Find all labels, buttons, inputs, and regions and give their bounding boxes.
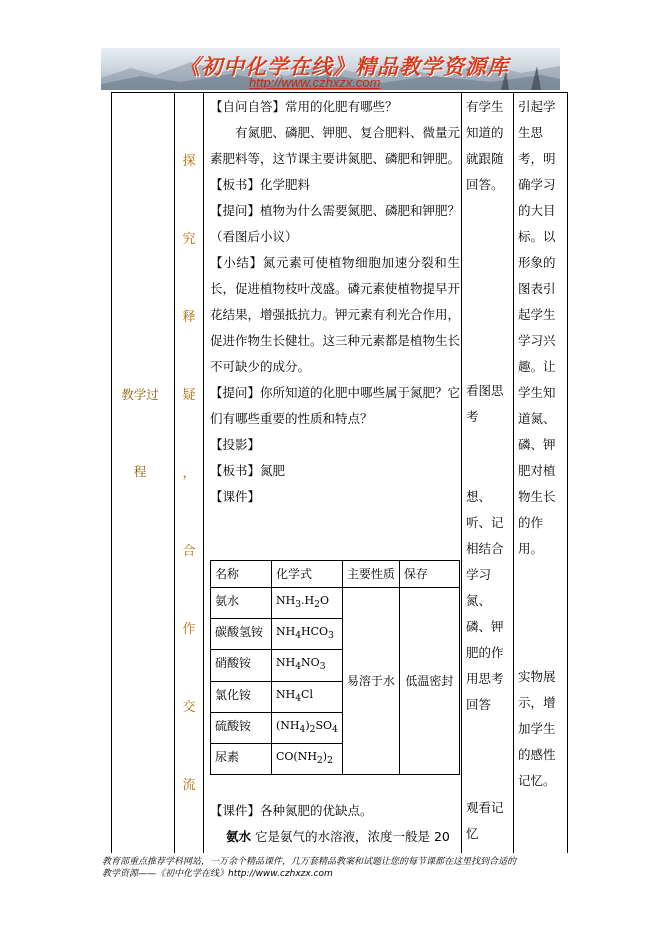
student-activity-2: 看图思考	[466, 383, 504, 424]
table-header-row	[211, 561, 460, 588]
fertilizer-name: 硫酸铵	[211, 712, 272, 743]
student-activity-4: 观看记忆	[466, 800, 504, 841]
stage-column	[177, 150, 201, 852]
fertilizer-formula: $NH_4HCO_3$	[272, 619, 343, 650]
stage-char: 作	[182, 622, 196, 637]
row-label-line2: 程	[133, 464, 147, 479]
fertilizer-table	[210, 560, 460, 775]
fertilizer-name: 氨水	[211, 588, 272, 619]
stage-char: 交	[182, 700, 196, 715]
stage-char: 合	[182, 544, 196, 559]
student-activity-3: 想、听、记相结合学习氮、磷、钾肥的作用思考回答	[466, 489, 504, 712]
fertilizer-name: 碳酸氢铵	[211, 619, 272, 650]
stage-char: 流	[182, 778, 196, 793]
ammonia-water-desc: 它是氨气的水溶液，浓度一般是 20	[251, 829, 450, 844]
content-board-note: 【板书】化学肥料	[210, 177, 311, 192]
content-board-note-2: 【板书】氮肥	[210, 463, 286, 478]
content-courseware-2: 【课件】各种氮肥的优缺点。	[210, 803, 373, 818]
banner-title: 《初中化学在线》精品教学资源库	[179, 54, 509, 79]
ammonia-water-term: 氨水	[226, 829, 252, 844]
fertilizer-name: 氯化铵	[211, 681, 272, 712]
fertilizer-formula: $CO(NH_2)_2$	[272, 743, 343, 774]
fertilizer-formula: $(NH_4)_2SO_4$	[272, 712, 343, 743]
content-ammonia-water	[210, 824, 460, 850]
footer-line-1: 教育部重点推荐学科网站，一万余个精品课件，几万套精品教案和试题让您的每节课都在这里找到合适的	[102, 857, 517, 867]
design-intent-1: 引起学生思考，明确学习的大目标。以形象的图表引起学生学习兴趣。让学生知道氮、磷、钾肥对植物生长的作用。	[518, 99, 556, 556]
teaching-content	[210, 94, 460, 510]
page-footer	[102, 856, 572, 880]
content-courseware: 【课件】	[210, 489, 261, 504]
row-label-line1: 教学过	[121, 387, 159, 402]
content-summary: 【小结】氮元素可使植物细胞加速分裂和生长，促进植物枝叶茂盛。磷元素使植物提早开花结果，增强抵抗力。钾元素有利光合作用，促进作物生长健壮。这三种元素都是植物生长不可缺少的成分。	[210, 255, 461, 374]
content-discuss: （看图后小议）	[210, 229, 298, 244]
storage-cell: 低温密封	[399, 588, 459, 775]
content-question: 【自问自答】常用的化肥有哪些？	[210, 99, 398, 114]
footer-line-2: 教学资源——《初中化学在线》http://www.czhxzx.com	[102, 869, 333, 879]
frame-right-border	[567, 92, 568, 853]
stage-char: ，	[182, 466, 196, 481]
stage-char: 究	[182, 232, 196, 247]
fertilizer-formula: $NH_4Cl$	[272, 681, 343, 712]
teaching-content-continued	[210, 798, 460, 850]
frame-divider-4	[513, 92, 514, 853]
content-answer: 有氮肥、磷肥、钾肥、复合肥料、微量元素肥料等，这节课主要讲氮肥、磷肥和钾肥。	[210, 125, 461, 166]
table-header-cell: 保存	[399, 561, 459, 588]
fertilizer-formula: $NH_3.H_2O$	[272, 588, 343, 619]
banner-url-link[interactable]: http://www.czhxzx.com	[249, 75, 381, 90]
frame-divider-3	[461, 92, 462, 853]
fertilizer-name: 硝酸铵	[211, 650, 272, 681]
frame-divider-1	[174, 92, 175, 853]
frame-divider-2	[203, 92, 204, 853]
stage-char: 释	[182, 310, 196, 325]
property-cell: 易溶于水	[342, 588, 399, 775]
fertilizer-formula: $NH_4NO_3$	[272, 650, 343, 681]
student-activity-1: 有学生知道的就跟随回答。	[466, 99, 504, 192]
header-banner	[101, 48, 560, 90]
content-ask: 【提问】植物为什么需要氮肥、磷肥和钾肥？	[210, 203, 461, 218]
frame-top-border	[111, 92, 568, 93]
stage-char: 疑	[182, 388, 196, 403]
table-header-cell: 主要性质	[342, 561, 399, 588]
content-ask-2: 【提问】你所知道的化肥中哪些属于氮肥？它们有哪些重要的性质和特点？	[210, 385, 461, 426]
fertilizer-name: 尿素	[211, 743, 272, 774]
table-header-cell: 名称	[211, 561, 272, 588]
table-header-cell: 化学式	[272, 561, 343, 588]
stage-char: 探	[182, 154, 196, 169]
content-projection: 【投影】	[210, 437, 261, 452]
design-intent-2: 实物展示，增加学生的感性记忆。	[518, 669, 556, 788]
table-row	[211, 588, 460, 619]
